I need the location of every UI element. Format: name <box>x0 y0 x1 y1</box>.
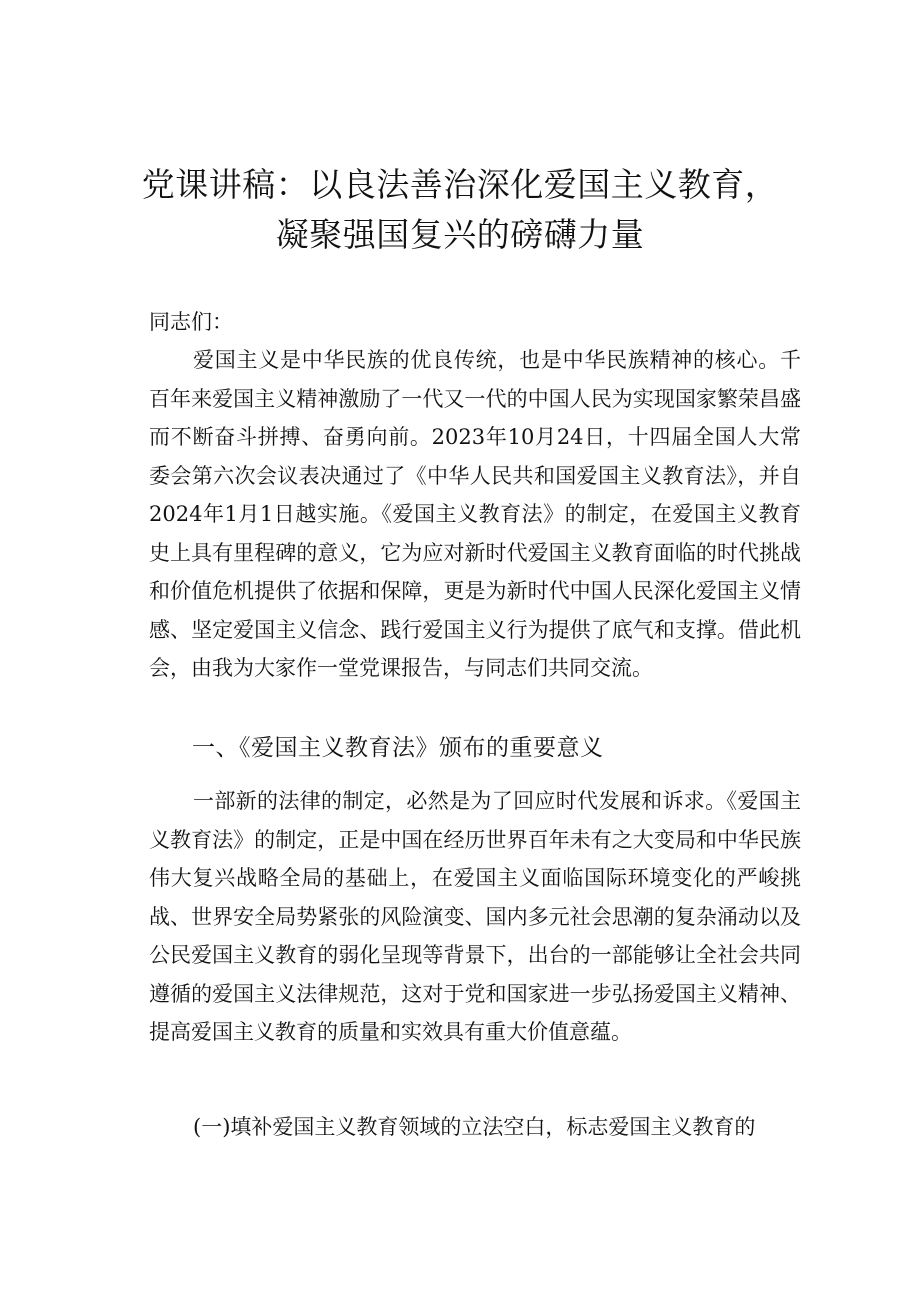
body-paragraph-1: 爱国主义是中华民族的优良传统，也是中华民族精神的核心。千百年来爱国主义精神激励了一代又一代的中国人民为实现国家繁荣昌盛而不断奋斗拼搏、奋勇向前。2023年10月24日，十四届全国人大常委会第六次会议表决通过了《中华人民共和国爱国主义教育法》，并自2024年1月1日越实施。《爱国主义教育法》的制定，在爱国主义教育史上具有里程碑的意义，它为应对新时代爱国主义教育面临的时代挑战和价值危机提供了依据和保障，更是为新时代中国人民深化爱国主义情感、坚定爱国主义信念、践行爱国主义行为提供了底气和支撑。借此机会，由我为大家作一堂党课报告，与同志们共同交流。 <box>149 348 801 680</box>
document-title-line-2: 凝聚强国复兴的磅礴力量 <box>275 215 645 254</box>
salutation: 同志们： <box>149 310 233 334</box>
document-title-line-1: 党课讲稿：以良法善治深化爱国主义教育， <box>141 165 779 204</box>
body-paragraph-2: 一部新的法律的制定，必然是为了回应时代发展和诉求。《爱国主义教育法》的制定，正是中国在经历世界百年未有之大变局和中华民族伟大复兴战略全局的基础上，在爱国主义面临国际环境变化的严峻挑战、世界安全局势紧张的风险演变、国内多元社会思潮的复杂涌动以及公民爱国主义教育的弱化呈现等背景下，出台的一部能够让全社会共同遵循的爱国主义法律规范，这对于党和国家进一步弘扬爱国主义精神、提高爱国主义教育的质量和实效具有重大价值意蕴。 <box>149 789 801 1044</box>
section-heading-1: 一、《爱国主义教育法》颁布的重要意义 <box>192 735 604 761</box>
subsection-heading-1: (一)填补爱国主义教育领域的立法空白，标志爱国主义教育的 <box>193 1115 756 1139</box>
